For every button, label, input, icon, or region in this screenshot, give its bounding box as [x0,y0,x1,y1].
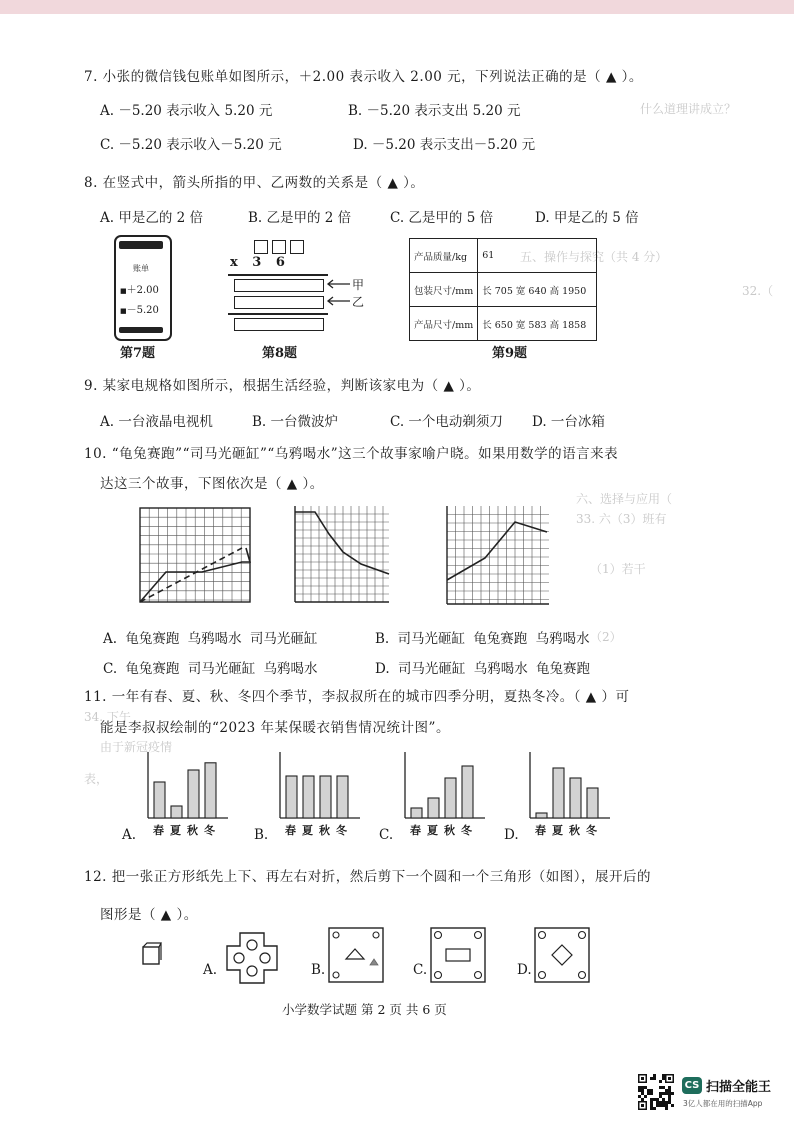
label-jia: 甲 [352,278,365,292]
q9-spec-table [409,238,597,341]
q7-option-d: D. －5.20 表示支出－5.20 元 [353,137,536,153]
ghost-text: （1）若干 [590,562,646,576]
camscanner-logo-icon: CS [682,1077,702,1094]
q9-stem: 9. 某家电规格如图所示，根据生活经验，判断该家电为（ ▲ ）。 [84,378,481,394]
phone-top-bar [119,241,163,249]
ghost-text: （2） [590,630,622,644]
season-label: 春 [285,824,296,837]
q9-caption: 第9题 [492,346,528,361]
q7-option-c: C. －5.20 表示收入－5.20 元 [100,137,282,153]
digit-box [272,240,286,254]
q10-graph-1 [130,500,260,610]
bar-冬 [205,763,216,818]
bar-夏 [171,806,182,818]
table-cell: 长 650 宽 583 高 1858 [478,307,597,341]
bar-秋 [320,776,331,818]
q9-option-c: C. 一个电动剃须刀 [390,414,503,430]
q9-option-d: D. 一台冰箱 [532,414,605,430]
q12-stem-line1: 12. 把一张正方形纸先上下、再左右对折，然后剪下一个圆和一个三角形（如图），展开后的 [84,869,652,885]
q7-option-b: B. －5.20 表示支出 5.20 元 [348,103,521,119]
bar-春 [411,808,422,818]
bar-冬 [337,776,348,818]
ghost-text: 六、选择与应用（ [576,492,673,506]
bar-秋 [445,778,456,818]
ghost-text: 33. 六（3）班有 [576,512,667,526]
q10-graph-2 [285,498,395,608]
phone-expense-line: ■－5.20 [120,305,159,316]
table-row [410,239,597,273]
q8-stem: 8. 在竖式中，箭头所指的甲、乙两数的关系是（ ▲ ）。 [84,175,425,191]
digit-box [254,240,268,254]
bar-冬 [587,788,598,818]
season-label: 夏 [170,824,181,837]
q11-letter-c: C. [379,827,394,843]
watermark-tagline: 3亿人都在用的扫描App [683,1099,763,1108]
phone-title: 账单 [133,264,149,273]
q11-letter-b: B. [254,827,269,843]
season-label: 春 [410,824,421,837]
q11-bar-chart-d [514,748,614,830]
table-row [410,273,597,307]
multiplier-line: x 3 6 [230,255,285,270]
q12-option-d-shape [532,925,592,985]
phone-bottom-bar [119,327,163,333]
season-label: 夏 [427,824,438,837]
q11-bar-chart-b [264,748,364,830]
q11-letter-a: A. [122,827,137,843]
q12-letter-b: B. [311,962,326,978]
ghost-text: 34. 下午 [84,710,131,724]
q12-stem-line2: 图形是（ ▲ ）。 [100,907,198,923]
q12-letter-d: D. [517,962,532,978]
bar-春 [286,776,297,818]
season-label: 秋 [319,824,330,837]
q12-option-a-shape [224,930,280,986]
q10-option-d: D. 司马光砸缸 乌鸦喝水 龟兔赛跑 [375,661,591,677]
q10-stem-line2: 达这三个故事，下图依次是（ ▲ ）。 [100,476,324,492]
q10-option-c: C. 龟兔赛跑 司马光砸缸 乌鸦喝水 [103,661,318,677]
bar-冬 [462,766,473,818]
season-label: 春 [153,824,164,837]
q7-caption: 第7题 [120,346,156,361]
arrow-icons [324,276,372,312]
bar-春 [154,782,165,818]
q8-option-c: C. 乙是甲的 5 倍 [390,210,494,226]
q7-option-a: A. －5.20 表示收入 5.20 元 [100,103,273,119]
bar-夏 [553,768,564,818]
table-cell: 长 705 宽 640 高 1950 [478,273,597,307]
table-cell: 产品质量/kg [410,239,478,273]
q10-option-b: B. 司马光砸缸 龟兔赛跑 乌鸦喝水 [375,631,590,647]
season-label: 冬 [586,824,597,837]
hare-dashed-line [140,548,242,602]
ghost-text: 表， [84,772,109,786]
rule-line [228,313,328,315]
table-cell: 产品尺寸/mm [410,307,478,341]
table-cell: 包装尺寸/mm [410,273,478,307]
watermark-brand: 扫描全能王 [706,1080,772,1095]
bar-夏 [428,798,439,818]
q11-stem-line1: 11. 一年有春、夏、秋、冬四个季节，李叔叔所在的城市四季分明，夏热冬冷。（ ▲ ）可 [84,689,630,705]
product-box [234,318,324,331]
qr-code-icon [637,1073,675,1111]
page-footer: 小学数学试题 第 2 页 共 6 页 [282,1002,447,1017]
q8-option-b: B. 乙是甲的 2 倍 [248,210,352,226]
season-label: 秋 [569,824,580,837]
season-label: 春 [535,824,546,837]
table-row [410,307,597,341]
q12-option-b-shape [326,925,386,985]
q11-letter-d: D. [504,827,519,843]
folded-paper-icon [140,941,164,967]
label-yi: 乙 [352,295,365,309]
scan-top-band [0,0,794,14]
digit-box [290,240,304,254]
bar-秋 [188,770,199,818]
q12-option-c-shape [428,925,488,985]
ghost-text: 五、操作与探究（共 4 分） [520,250,668,264]
q12-letter-a: A. [203,962,218,978]
q11-bar-chart-c [389,748,489,830]
q10-graph-3 [437,498,557,610]
season-label: 夏 [302,824,313,837]
q7-phone-figure [114,235,172,341]
partial-product-yi [234,296,324,309]
q11-stem-line2: 能是李叔叔绘制的“2023 年某保暖衣销售情况统计图”。 [100,720,450,736]
bar-春 [536,813,547,818]
q7-stem: 7. 小张的微信钱包账单如图所示，＋2.00 表示收入 2.00 元，下列说法正确的是（ ▲ ）。 [84,69,643,85]
season-label: 冬 [461,824,472,837]
partial-product-jia [234,279,324,292]
season-label: 秋 [187,824,198,837]
q9-option-a: A. 一台液晶电视机 [100,414,213,430]
table-cell: 61 [478,239,597,273]
season-label: 冬 [336,824,347,837]
q10-option-a: A. 龟兔赛跑 乌鸦喝水 司马光砸缸 [103,631,318,647]
bar-秋 [570,778,581,818]
rule-line [228,274,328,276]
bar-夏 [303,776,314,818]
q11-bar-chart-a [132,748,232,830]
ghost-text: 32.（ [742,284,774,298]
phone-income-line: ■＋2.00 [120,285,159,296]
q8-caption: 第8题 [262,346,298,361]
q8-multiplication-figure [222,238,372,338]
ghost-text: 什么道理讲成立？ [640,102,737,116]
q8-option-d: D. 甲是乙的 5 倍 [535,210,639,226]
season-label: 冬 [204,824,215,837]
q9-option-b: B. 一台微波炉 [252,414,339,430]
season-label: 秋 [444,824,455,837]
q8-option-a: A. 甲是乙的 2 倍 [100,210,204,226]
season-label: 夏 [552,824,563,837]
ghost-text: 由于新冠疫情 [100,740,173,754]
q10-stem-line1: 10. “龟兔赛跑”“司马光砸缸”“乌鸦喝水”这三个故事家喻户晓。如果用数学的语言来表 [84,446,619,462]
q12-letter-c: C. [413,962,428,978]
